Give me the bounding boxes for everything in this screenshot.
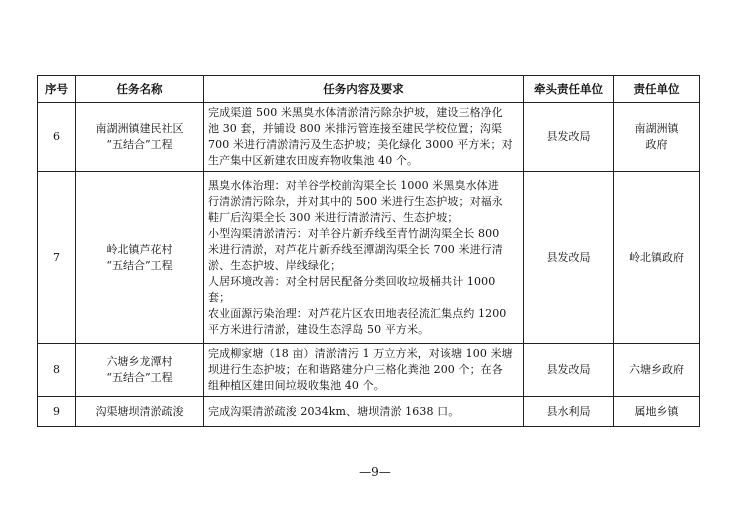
content-line: 生产集中区新建农田废弃物收集池 40 个。 [208,154,419,167]
task-content [204,103,524,172]
task-name-line: 沟渠塘坝清淤疏浚 [95,404,184,418]
task-name [76,172,204,344]
responsible-unit [614,103,700,172]
task-content [204,172,524,344]
responsible-unit-line: 政府 [645,138,668,151]
table-row [38,103,700,172]
content-line: 池 30 套，并铺设 800 米排污管连接至建民学校位置；沟渠 [208,122,503,135]
table-row [38,397,700,427]
table-row [38,172,700,344]
task-name-line: “五结合”工程 [106,138,173,151]
responsible-unit-line: 岭北镇政府 [629,250,684,264]
lead-unit: 县水利局 [524,397,614,427]
header-no: 序号 [38,76,76,103]
header-lead-unit: 牵头责任单位 [524,76,614,103]
content-line: 农业面源污染治理：对芦花片区农田地表径流汇集点约 1200 [208,306,507,320]
content-line: 完成柳家塘（18 亩）清淤清污 1 万立方米，对该塘 100 米塘 [208,347,513,360]
content-line: 鞋厂后沟渠全长 300 米进行清淤清污、生态护坡； [208,210,459,224]
content-line: 小型沟渠清淤清污：对羊谷片新乔线至青竹湖沟渠全长 800 [208,226,500,240]
responsible-unit [614,172,700,344]
lead-unit: 县发改局 [524,103,614,172]
page-number: —9— [359,465,391,479]
lead-unit: 县发改局 [524,172,614,344]
row-number: 9 [38,397,76,427]
table-row [38,344,700,397]
task-name-line: 南湖洲镇建民社区 [95,122,184,135]
content-line: 组种植区建田间垃圾收集池 40 个。 [208,379,385,392]
header-task-name: 任务名称 [76,76,204,103]
content-line: 淤、生态护坡、岸线绿化； [208,258,342,272]
responsible-unit-line: 南湖洲镇 [634,122,679,135]
row-number: 6 [38,103,76,172]
content-line: 米进行清淤，对芦花片新乔线至潭湖沟渠全长 700 米进行清 [208,242,503,256]
responsible-unit-line: 六塘乡政府 [629,363,684,376]
row-number: 7 [38,172,76,344]
content-line: 完成沟渠清淤疏浚 2034km、塘坝清淤 1638 口。 [208,404,460,418]
task-name [76,344,204,397]
content-line: 坝进行生态护坡；在和谐路建分户三格化粪池 200 个；在各 [208,363,503,376]
header-responsible-unit: 责任单位 [614,76,700,103]
task-name-line: 岭北镇芦花村 [106,242,173,256]
task-name-line: “五结合”工程 [106,371,173,384]
task-name-line: “五结合”工程 [106,258,173,272]
lead-unit: 县发改局 [524,344,614,397]
task-name [76,103,204,172]
content-line: 人居环境改善：对全村居民配备分类回收垃圾桶共计 1000 [208,274,496,288]
task-table [37,75,700,427]
content-line: 700 米进行清淤清污及生态护坡；美化绿化 3000 平方米；对 [208,138,513,151]
responsible-unit [614,397,700,427]
content-line: 行清淤清污除杂，并对其中的 500 米进行生态护坡；对福永 [208,194,503,208]
task-name [76,397,204,427]
header-task-content: 任务内容及要求 [204,76,524,103]
content-line: 套； [208,290,231,304]
responsible-unit-line: 属地乡镇 [634,404,679,418]
responsible-unit [614,344,700,397]
content-line: 完成渠道 500 米黑臭水体清淤清污除杂护坡，建设三格净化 [208,106,503,119]
task-name-line: 六塘乡龙潭村 [106,355,173,368]
content-line: 黑臭水体治理：对羊谷学校前沟渠全长 1000 米黑臭水体进 [208,178,499,192]
content-line: 平方米进行清淤，建设生态浮岛 50 平方米。 [208,322,430,336]
task-content [204,397,524,427]
table-header-row [38,76,700,103]
row-number: 8 [38,344,76,397]
task-content [204,344,524,397]
